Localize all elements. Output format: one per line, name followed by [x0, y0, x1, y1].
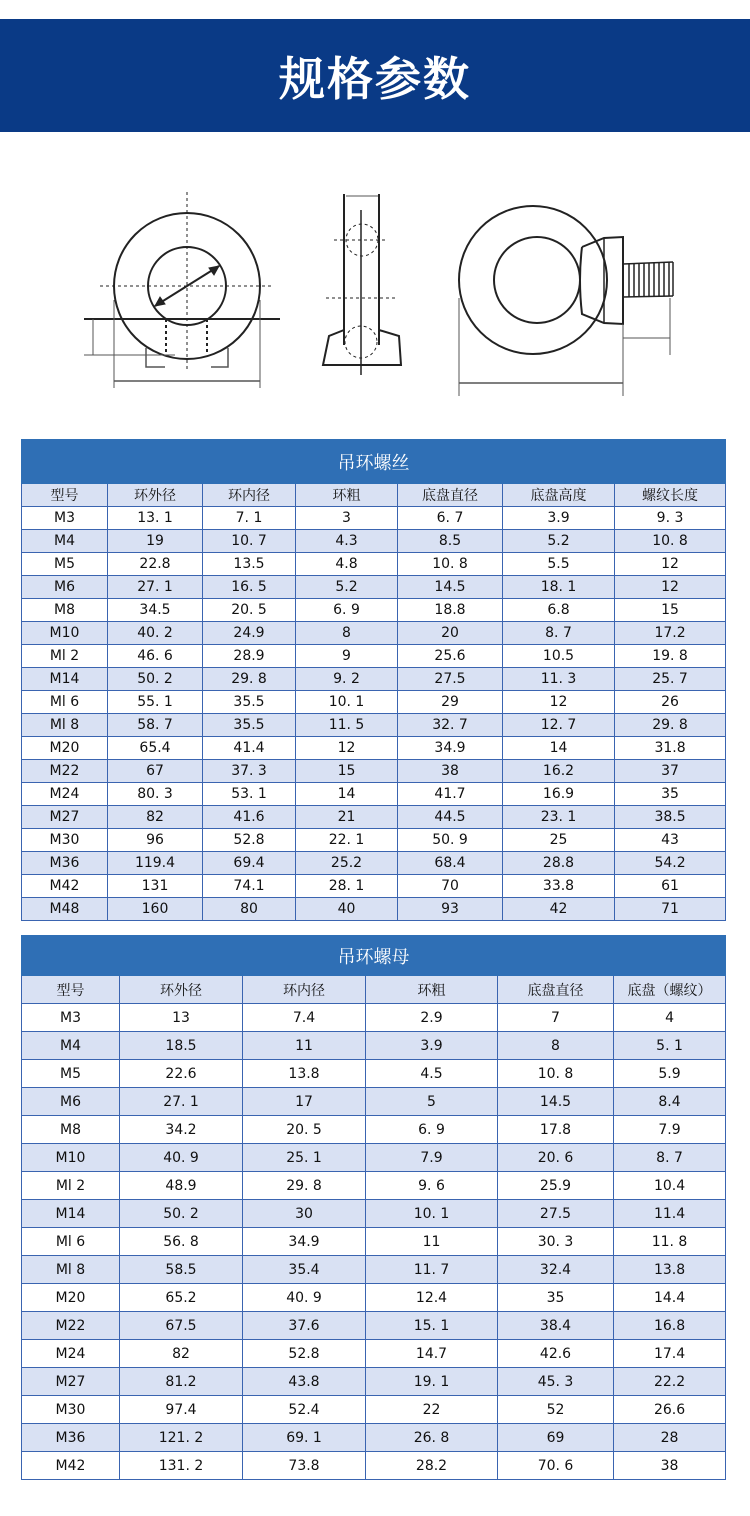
table-row [22, 691, 726, 714]
value-cell: 38.4 [498, 1312, 614, 1340]
table-row [22, 553, 726, 576]
value-cell: 12. 7 [503, 714, 615, 737]
value-cell: 40. 2 [108, 622, 203, 645]
value-cell: 17.8 [498, 1116, 614, 1144]
table-row [22, 875, 726, 898]
model-cell: M48 [22, 898, 108, 921]
table-row [22, 1284, 726, 1312]
value-cell: 65.2 [120, 1284, 243, 1312]
table-title: 吊环螺母 [22, 936, 726, 976]
table-row [22, 1032, 726, 1060]
value-cell: 121. 2 [120, 1424, 243, 1452]
value-cell: 13 [120, 1004, 243, 1032]
table-row [22, 1144, 726, 1172]
value-cell: 11. 8 [614, 1228, 726, 1256]
table-header-row [22, 484, 726, 507]
value-cell: 6.8 [503, 599, 615, 622]
table-row [22, 668, 726, 691]
value-cell: 93 [398, 898, 503, 921]
value-cell: 160 [108, 898, 203, 921]
value-cell: 9 [296, 645, 398, 668]
value-cell: 10. 1 [366, 1200, 498, 1228]
value-cell: 7.9 [366, 1144, 498, 1172]
table-row [22, 760, 726, 783]
value-cell: 55. 1 [108, 691, 203, 714]
value-cell: 11 [243, 1032, 366, 1060]
value-cell: 38 [614, 1452, 726, 1480]
value-cell: 10. 8 [615, 530, 726, 553]
value-cell: 17.4 [614, 1340, 726, 1368]
model-cell: M24 [22, 783, 108, 806]
table-row [22, 1256, 726, 1284]
value-cell: 44.5 [398, 806, 503, 829]
eye-nut-spec-table [21, 935, 726, 1480]
model-cell: M42 [22, 875, 108, 898]
value-cell: 14.7 [366, 1340, 498, 1368]
value-cell: 12 [296, 737, 398, 760]
value-cell: 35 [498, 1284, 614, 1312]
model-cell: M24 [22, 1340, 120, 1368]
model-cell: M5 [22, 553, 108, 576]
value-cell: 28. 1 [296, 875, 398, 898]
value-cell: 45. 3 [498, 1368, 614, 1396]
value-cell: 27. 1 [120, 1088, 243, 1116]
value-cell: 5. 1 [614, 1032, 726, 1060]
eye-bolt-spec-table [21, 439, 726, 921]
value-cell: 3.9 [503, 507, 615, 530]
value-cell: 4.3 [296, 530, 398, 553]
value-cell: 50. 9 [398, 829, 503, 852]
value-cell: 3.9 [366, 1032, 498, 1060]
value-cell: 27. 1 [108, 576, 203, 599]
value-cell: 22 [366, 1396, 498, 1424]
model-cell: M27 [22, 1368, 120, 1396]
model-cell: M42 [22, 1452, 120, 1480]
value-cell: 131. 2 [120, 1452, 243, 1480]
value-cell: 25.2 [296, 852, 398, 875]
value-cell: 25. 1 [243, 1144, 366, 1172]
page-title: 规格参数 [279, 51, 471, 106]
value-cell: 3 [296, 507, 398, 530]
model-cell: M10 [22, 1144, 120, 1172]
value-cell: 15 [296, 760, 398, 783]
value-cell: 37.6 [243, 1312, 366, 1340]
table-row [22, 576, 726, 599]
model-cell: M20 [22, 737, 108, 760]
value-cell: 21 [296, 806, 398, 829]
value-cell: 26 [615, 691, 726, 714]
value-cell: 7. 1 [203, 507, 296, 530]
value-cell: 19. 8 [615, 645, 726, 668]
model-cell: M20 [22, 1284, 120, 1312]
table-row [22, 1368, 726, 1396]
value-cell: 5.9 [614, 1060, 726, 1088]
value-cell: 37. 3 [203, 760, 296, 783]
value-cell: 28.8 [503, 852, 615, 875]
table-row [22, 1312, 726, 1340]
table-row [22, 599, 726, 622]
value-cell: 33.8 [503, 875, 615, 898]
table-row [22, 1116, 726, 1144]
value-cell: 20. 5 [243, 1116, 366, 1144]
table-row [22, 507, 726, 530]
table-row [22, 530, 726, 553]
model-cell: Ml 6 [22, 1228, 120, 1256]
model-cell: M36 [22, 1424, 120, 1452]
value-cell: 35.5 [203, 691, 296, 714]
value-cell: 71 [615, 898, 726, 921]
value-cell: 5.2 [296, 576, 398, 599]
value-cell: 14 [503, 737, 615, 760]
table-row [22, 1172, 726, 1200]
value-cell: 10. 8 [498, 1060, 614, 1088]
column-header: 底盘直径 [498, 976, 614, 1004]
value-cell: 10. 7 [203, 530, 296, 553]
value-cell: 34.5 [108, 599, 203, 622]
value-cell: 6. 9 [296, 599, 398, 622]
value-cell: 25.6 [398, 645, 503, 668]
value-cell: 34.9 [398, 737, 503, 760]
value-cell: 24.9 [203, 622, 296, 645]
value-cell: 19. 1 [366, 1368, 498, 1396]
value-cell: 38 [398, 760, 503, 783]
value-cell: 9. 3 [615, 507, 726, 530]
value-cell: 10. 1 [296, 691, 398, 714]
table-row [22, 806, 726, 829]
column-header: 底盘（螺纹） [614, 976, 726, 1004]
table-row [22, 1004, 726, 1032]
value-cell: 13.8 [243, 1060, 366, 1088]
value-cell: 8. 7 [503, 622, 615, 645]
model-cell: M3 [22, 1004, 120, 1032]
value-cell: 28.2 [366, 1452, 498, 1480]
value-cell: 58.5 [120, 1256, 243, 1284]
value-cell: 12.4 [366, 1284, 498, 1312]
value-cell: 13.8 [614, 1256, 726, 1284]
value-cell: 18. 1 [503, 576, 615, 599]
table-title: 吊环螺丝 [22, 440, 726, 484]
table-row [22, 1060, 726, 1088]
value-cell: 5.2 [503, 530, 615, 553]
table-row [22, 1088, 726, 1116]
value-cell: 16. 5 [203, 576, 296, 599]
value-cell: 73.8 [243, 1452, 366, 1480]
column-header: 环外径 [120, 976, 243, 1004]
value-cell: 22.6 [120, 1060, 243, 1088]
table-row [22, 852, 726, 875]
table-row [22, 1424, 726, 1452]
model-cell: M14 [22, 1200, 120, 1228]
model-cell: M10 [22, 622, 108, 645]
value-cell: 27.5 [398, 668, 503, 691]
value-cell: 12 [615, 553, 726, 576]
value-cell: 12 [615, 576, 726, 599]
model-cell: M8 [22, 599, 108, 622]
table-body [22, 507, 726, 921]
value-cell: 61 [615, 875, 726, 898]
value-cell: 4 [614, 1004, 726, 1032]
value-cell: 4.8 [296, 553, 398, 576]
value-cell: 25. 7 [615, 668, 726, 691]
table-row [22, 829, 726, 852]
value-cell: 56. 8 [120, 1228, 243, 1256]
value-cell: 14.5 [398, 576, 503, 599]
table-body [22, 1004, 726, 1480]
value-cell: 52 [498, 1396, 614, 1424]
value-cell: 42 [503, 898, 615, 921]
model-cell: M22 [22, 760, 108, 783]
value-cell: 20. 5 [203, 599, 296, 622]
eye-bolt-profile-view-icon [459, 206, 673, 396]
column-header: 螺纹长度 [615, 484, 726, 507]
value-cell: 37 [615, 760, 726, 783]
value-cell: 74.1 [203, 875, 296, 898]
header-banner [0, 19, 750, 132]
model-cell: M22 [22, 1312, 120, 1340]
value-cell: 97.4 [120, 1396, 243, 1424]
technical-drawing [0, 180, 750, 405]
value-cell: 6. 9 [366, 1116, 498, 1144]
model-cell: M4 [22, 530, 108, 553]
value-cell: 17.2 [615, 622, 726, 645]
column-header: 底盘高度 [503, 484, 615, 507]
eye-bolt-front-view-icon [84, 192, 280, 388]
value-cell: 58. 7 [108, 714, 203, 737]
value-cell: 6. 7 [398, 507, 503, 530]
table-row [22, 1452, 726, 1480]
value-cell: 119.4 [108, 852, 203, 875]
model-cell: M6 [22, 1088, 120, 1116]
column-header: 环内径 [243, 976, 366, 1004]
value-cell: 30 [243, 1200, 366, 1228]
value-cell: 11. 5 [296, 714, 398, 737]
value-cell: 10.5 [503, 645, 615, 668]
value-cell: 43 [615, 829, 726, 852]
value-cell: 35.4 [243, 1256, 366, 1284]
model-cell: Ml 2 [22, 645, 108, 668]
value-cell: 70. 6 [498, 1452, 614, 1480]
value-cell: 70 [398, 875, 503, 898]
model-cell: Ml 8 [22, 1256, 120, 1284]
value-cell: 29. 8 [615, 714, 726, 737]
value-cell: 20. 6 [498, 1144, 614, 1172]
value-cell: 11 [366, 1228, 498, 1256]
model-cell: M3 [22, 507, 108, 530]
value-cell: 43.8 [243, 1368, 366, 1396]
value-cell: 8.4 [614, 1088, 726, 1116]
value-cell: 35 [615, 783, 726, 806]
value-cell: 8. 7 [614, 1144, 726, 1172]
value-cell: 54.2 [615, 852, 726, 875]
value-cell: 34.9 [243, 1228, 366, 1256]
value-cell: 15 [615, 599, 726, 622]
value-cell: 11. 3 [503, 668, 615, 691]
model-cell: Ml 8 [22, 714, 108, 737]
value-cell: 9. 2 [296, 668, 398, 691]
table-row [22, 737, 726, 760]
model-cell: M8 [22, 1116, 120, 1144]
value-cell: 32. 7 [398, 714, 503, 737]
value-cell: 22.2 [614, 1368, 726, 1396]
value-cell: 38.5 [615, 806, 726, 829]
table-row [22, 714, 726, 737]
value-cell: 35.5 [203, 714, 296, 737]
model-cell: M36 [22, 852, 108, 875]
value-cell: 41.7 [398, 783, 503, 806]
column-header: 环粗 [366, 976, 498, 1004]
model-cell: M30 [22, 1396, 120, 1424]
value-cell: 52.8 [243, 1340, 366, 1368]
value-cell: 69. 1 [243, 1424, 366, 1452]
value-cell: 19 [108, 530, 203, 553]
value-cell: 7.9 [614, 1116, 726, 1144]
model-cell: M6 [22, 576, 108, 599]
value-cell: 29. 8 [243, 1172, 366, 1200]
value-cell: 29 [398, 691, 503, 714]
value-cell: 10. 8 [398, 553, 503, 576]
table-row [22, 645, 726, 668]
value-cell: 50. 2 [108, 668, 203, 691]
value-cell: 18.5 [120, 1032, 243, 1060]
value-cell: 42.6 [498, 1340, 614, 1368]
value-cell: 5.5 [503, 553, 615, 576]
table-row [22, 1200, 726, 1228]
value-cell: 67 [108, 760, 203, 783]
value-cell: 30. 3 [498, 1228, 614, 1256]
value-cell: 80 [203, 898, 296, 921]
value-cell: 11.4 [614, 1200, 726, 1228]
value-cell: 11. 7 [366, 1256, 498, 1284]
value-cell: 22.8 [108, 553, 203, 576]
value-cell: 2.9 [366, 1004, 498, 1032]
value-cell: 67.5 [120, 1312, 243, 1340]
value-cell: 46. 6 [108, 645, 203, 668]
value-cell: 14 [296, 783, 398, 806]
model-cell: Ml 2 [22, 1172, 120, 1200]
value-cell: 4.5 [366, 1060, 498, 1088]
value-cell: 9. 6 [366, 1172, 498, 1200]
table-row [22, 622, 726, 645]
value-cell: 18.8 [398, 599, 503, 622]
value-cell: 29. 8 [203, 668, 296, 691]
model-cell: Ml 6 [22, 691, 108, 714]
value-cell: 48.9 [120, 1172, 243, 1200]
value-cell: 28 [614, 1424, 726, 1452]
table-row [22, 1228, 726, 1256]
value-cell: 69.4 [203, 852, 296, 875]
value-cell: 27.5 [498, 1200, 614, 1228]
value-cell: 82 [108, 806, 203, 829]
value-cell: 131 [108, 875, 203, 898]
value-cell: 13. 1 [108, 507, 203, 530]
value-cell: 41.4 [203, 737, 296, 760]
value-cell: 25 [503, 829, 615, 852]
value-cell: 68.4 [398, 852, 503, 875]
value-cell: 41.6 [203, 806, 296, 829]
value-cell: 34.2 [120, 1116, 243, 1144]
value-cell: 7.4 [243, 1004, 366, 1032]
value-cell: 15. 1 [366, 1312, 498, 1340]
column-header: 底盘直径 [398, 484, 503, 507]
value-cell: 12 [503, 691, 615, 714]
value-cell: 16.8 [614, 1312, 726, 1340]
value-cell: 52.4 [243, 1396, 366, 1424]
value-cell: 10.4 [614, 1172, 726, 1200]
value-cell: 40. 9 [243, 1284, 366, 1312]
value-cell: 26. 8 [366, 1424, 498, 1452]
value-cell: 5 [366, 1088, 498, 1116]
value-cell: 8 [498, 1032, 614, 1060]
column-header: 型号 [22, 484, 108, 507]
value-cell: 65.4 [108, 737, 203, 760]
table-row [22, 898, 726, 921]
column-header: 环外径 [108, 484, 203, 507]
value-cell: 22. 1 [296, 829, 398, 852]
model-cell: M4 [22, 1032, 120, 1060]
value-cell: 7 [498, 1004, 614, 1032]
value-cell: 50. 2 [120, 1200, 243, 1228]
value-cell: 8 [296, 622, 398, 645]
value-cell: 81.2 [120, 1368, 243, 1396]
value-cell: 25.9 [498, 1172, 614, 1200]
value-cell: 40. 9 [120, 1144, 243, 1172]
value-cell: 8.5 [398, 530, 503, 553]
table-row [22, 1396, 726, 1424]
table-row [22, 1340, 726, 1368]
value-cell: 14.4 [614, 1284, 726, 1312]
value-cell: 17 [243, 1088, 366, 1116]
model-cell: M27 [22, 806, 108, 829]
value-cell: 14.5 [498, 1088, 614, 1116]
column-header: 环内径 [203, 484, 296, 507]
value-cell: 69 [498, 1424, 614, 1452]
model-cell: M30 [22, 829, 108, 852]
model-cell: M14 [22, 668, 108, 691]
value-cell: 82 [120, 1340, 243, 1368]
value-cell: 13.5 [203, 553, 296, 576]
value-cell: 96 [108, 829, 203, 852]
value-cell: 16.9 [503, 783, 615, 806]
value-cell: 53. 1 [203, 783, 296, 806]
column-header: 环粗 [296, 484, 398, 507]
value-cell: 32.4 [498, 1256, 614, 1284]
value-cell: 16.2 [503, 760, 615, 783]
table-row [22, 783, 726, 806]
value-cell: 80. 3 [108, 783, 203, 806]
value-cell: 52.8 [203, 829, 296, 852]
value-cell: 20 [398, 622, 503, 645]
value-cell: 23. 1 [503, 806, 615, 829]
value-cell: 40 [296, 898, 398, 921]
column-header: 型号 [22, 976, 120, 1004]
value-cell: 26.6 [614, 1396, 726, 1424]
eye-bolt-side-view-icon [323, 194, 401, 375]
value-cell: 31.8 [615, 737, 726, 760]
value-cell: 28.9 [203, 645, 296, 668]
model-cell: M5 [22, 1060, 120, 1088]
table-header-row [22, 976, 726, 1004]
